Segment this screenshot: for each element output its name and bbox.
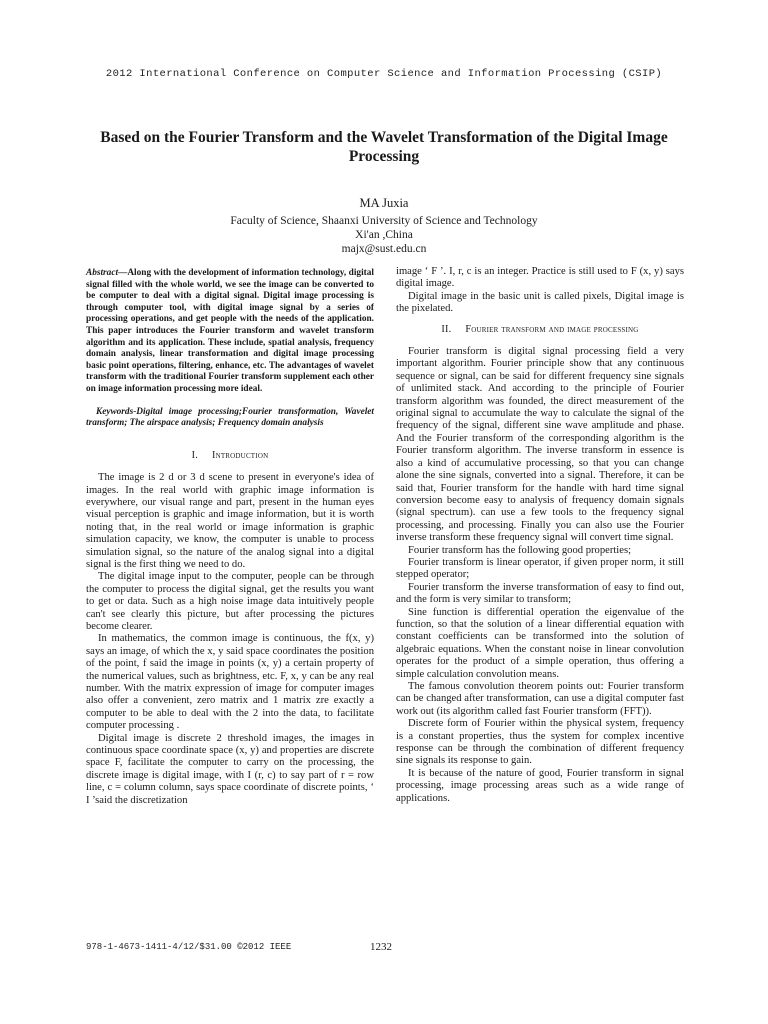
paragraph: Digital image is discrete 2 threshold images, the images in continuous space coordinate space (x, y) and properties are discrete space F, facilitate the computer to carry on the processing, the discrete image is digital image, with I (r, c) to say part of r = row line, c = column column, says space coordinate of discrete points, ‘ I ’said the discretization <box>86 732 374 806</box>
section-title: Fourier transform and image processing <box>465 323 639 335</box>
left-column <box>86 268 374 807</box>
paragraph: It is because of the nature of good, Fourier transform in signal processing, image processing areas such as a wide range of applications. <box>396 767 684 804</box>
author-location: Xi'an ,China <box>355 229 413 241</box>
section-title: Introduction <box>211 449 269 461</box>
author-name: MA Juxia <box>359 196 409 210</box>
abstract-text: —Along with the development of information technology, digital signal filled with the whole world, we see the image can be converted to be computer to deal with a digital signal. Digital image processing is through computer tool, with digital image signal by a series of processing operations, and get people with the needs of the application. This paper introduces the Fourier transform and wavelet transform algorithm and its application. These include, spatial analysis, frequency domain analysis, linear transformation and digital image processing basic point operations, filtering, enhance, etc. The advantages of wavelet transform with the traditional Fourier transform supplement each other on image information processing more ideal. <box>86 268 374 394</box>
paragraph: Fourier transform the inverse transformation of easy to find out, and the form is very similar to transform; <box>396 581 684 606</box>
keywords: Keywords-Digital image processing;Fourier transformation, Wavelet transform; The airspace analysis; Frequency domain analysis <box>86 406 374 429</box>
paragraph: Discrete form of Fourier within the physical system, frequency is a constant properties, thus the system for complex incentive response can be through the combination of different frequency sine signals its response to gain. <box>396 718 684 767</box>
paragraph: The digital image input to the computer, people can be through the computer to process the digital signal, get the results you want to get or data. Such as a high noise image data intuitively people can't see clearly this picture, but after processing the pictures become clearer. <box>86 571 374 632</box>
copyright-line: 978-1-4673-1411-4/12/$31.00 ©2012 IEEE <box>86 942 292 952</box>
paragraph: Fourier transform is digital signal processing field a very important algorithm. Fourier principle show that any continuous sequence or signal, can be said for different frequency sine signals of unlimited stack. And according to the principle of Fourier transform algorithm was founded, the direct measurement of the original signal to accumulate the way to calculate the signal of the frequency of the signal, different sine wave amplitude and phase. And the Fourier transform of the corresponding algorithm is the Fourier transform algorithm. The inverse transform in essence is also a kind of accumulative processing, so that you can change alone the sine signals, converted into a signal. Therefore, it can be said that, Fourier transform for the handle with hard time signal conversion become easy to analysis of frequency domain signals (signal spectrum). can use a few tools to the frequency signal processing, and processing. Finally you can also use the Fourier inverse transform these frequency signal will convert time signal. <box>396 346 684 544</box>
abstract-lead: Abstract <box>86 268 119 278</box>
section-number: I. <box>191 449 198 461</box>
section-number: II. <box>441 323 452 335</box>
paragraph: image ‘ F ’. I, r, c is an integer. Practice is still used to F (x, y) says digital image. <box>396 266 684 290</box>
page-number: 1232 <box>370 941 392 953</box>
author-affiliation: Faculty of Science, Shaanxi University of Science and Technology <box>230 215 538 227</box>
conference-header: 2012 International Conference on Computer Science and Information Processing (CSIP) <box>105 68 663 80</box>
paragraph: Fourier transform has the following good properties; <box>408 544 632 556</box>
paragraph: Digital image in the basic unit is called pixels, Digital image is the pixelated. <box>396 290 684 315</box>
paragraph: The famous convolution theorem points out: Fourier transform can be changed after transformation, can use a digital computer fast work out (its algorithm called fast Fourier transform (FFT)). <box>396 681 684 717</box>
paper-title: Based on the Fourier Transform and the Wavelet Transformation of the Digital Image Processing <box>100 129 668 165</box>
author-block <box>0 196 768 256</box>
paragraph: In mathematics, the common image is continuous, the f(x, y) says an image, of which the x, y said space coordinates the position of the point, f said the image in points (x, y) a certain property of the numerical values, such as brightness, etc. F, x, y can be any real number. With the matrix expression of image for computer images also offer a convenient, zero matrix and 1 matrix zre exactly a computer to be able to deal with the 2 into the data, to facilitate computer processing . <box>86 633 374 732</box>
paragraph: The image is 2 d or 3 d scene to present in everyone's idea of images. In the real world with graphic image information is everywhere, our visual range and part, present in the human eyes visual perception is graphic and image information, but it is worth noting that, in the real world or image information is graphic simulation capacity, we know, the computer is unable to process simulation signal, so the nature of the analog signal into a digital signal is the first thing we need to do. <box>86 472 374 570</box>
section-heading-introduction <box>86 450 374 462</box>
author-email: majx@sust.edu.cn <box>341 243 427 255</box>
paragraph: Sine function is differential operation the eigenvalue of the function, so that the solution of a linear differential equation with constant coefficients can be transformed into the solution of algebraic equations. When the constant noise in linear convolution operates for the product of a simple operation, thus offering a simple calculation convolution means. <box>396 606 684 680</box>
section-heading-fourier <box>396 324 684 336</box>
right-column <box>396 266 684 805</box>
paragraph: Fourier transform is linear operator, if given proper norm, it still stepped operator; <box>396 556 684 581</box>
abstract <box>86 268 374 396</box>
